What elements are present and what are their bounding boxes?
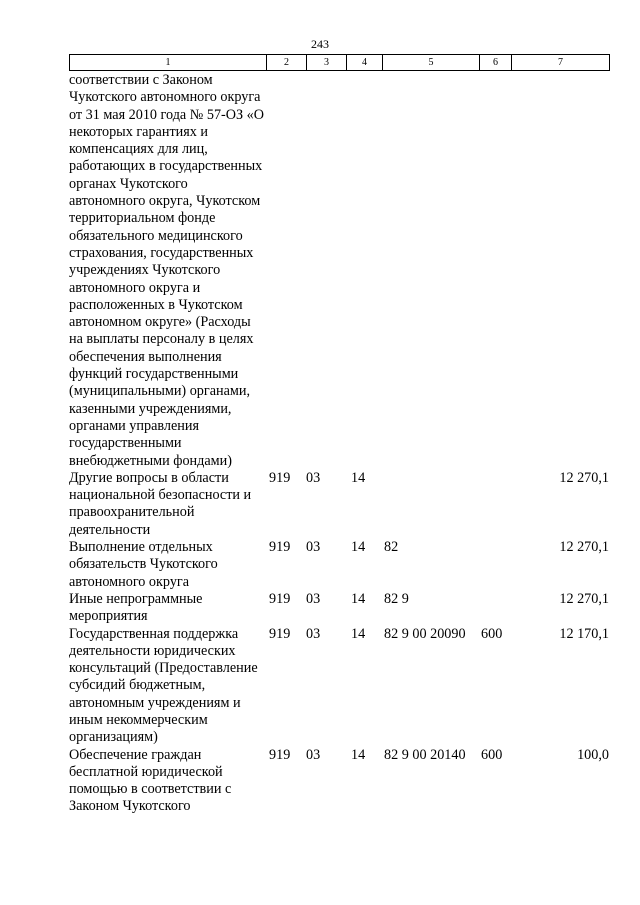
column-header-3: 3: [307, 55, 347, 71]
row-csr: 82 9 00 20090: [384, 625, 466, 642]
column-header-2: 2: [267, 55, 307, 71]
row-pr: 14: [351, 625, 366, 642]
row-rz: 03: [306, 469, 321, 486]
row-vr: 600: [481, 625, 503, 642]
row-pr: 14: [351, 539, 366, 556]
row-vr: [479, 72, 511, 470]
row-sum: 100,0: [577, 746, 609, 763]
column-header-5: 5: [383, 55, 480, 71]
row-grbs: 919: [269, 469, 291, 486]
row-csr: [382, 470, 479, 539]
row-sum: 12 270,1: [559, 469, 609, 486]
row-rz: [306, 72, 346, 470]
row-name: Другие вопросы в области национальной безопасности и правоохранительной деятельности: [69, 469, 252, 538]
row-sum: 12 270,1: [559, 590, 609, 607]
row-grbs: 919: [269, 746, 291, 763]
row-pr: 14: [351, 469, 366, 486]
budget-table: [69, 72, 609, 816]
row-grbs: 919: [269, 539, 291, 556]
row-rz: 03: [306, 746, 321, 763]
row-name: Иные непрограммные мероприятия: [69, 590, 203, 625]
column-header-4: 4: [347, 55, 383, 71]
row-rz: 03: [306, 625, 321, 642]
row-name: соответствии с Законом Чукотского автономного округа от 31 мая 2010 года № 57-ОЗ «О некоторых гарантиях и компенсациях для лиц, работающих в государственных органах Чукотского автономного округа, Чукотском территориальном фонде обязательного медицинского страхования, государственных учреждениях Чукотского автономного округа и расположенных в Чукотском автономном округе» (Расходы на выплаты персоналу в целях обеспечения выполнения функций государственными (муниципальными) органами, казенными учреждениями, органами управления государственными внебюджетными фондами): [69, 72, 265, 469]
column-header-7: 7: [512, 55, 610, 71]
row-csr: 82 9: [384, 590, 409, 607]
row-name: Государственная поддержка деятельности юридических консультаций (Предоставление субсидий бюджетным, автономным учреждениям и иным некоммерческим организациям): [69, 625, 258, 746]
table-row: [69, 626, 609, 747]
row-pr: [346, 72, 382, 470]
row-sum: 12 170,1: [559, 625, 609, 642]
row-grbs: [266, 72, 306, 470]
row-csr: [382, 72, 479, 470]
table-row: [69, 591, 609, 626]
row-name: Выполнение отдельных обязательств Чукотского автономного округа: [69, 539, 218, 590]
row-rz: 03: [306, 539, 321, 556]
row-grbs: 919: [269, 625, 291, 642]
column-header-6: 6: [480, 55, 512, 71]
row-csr: 82 9 00 20140: [384, 746, 466, 763]
row-rz: 03: [306, 590, 321, 607]
column-header-1: 1: [70, 55, 267, 71]
table-row: [69, 539, 609, 591]
row-vr: [479, 539, 511, 591]
row-vr: [479, 470, 511, 539]
row-vr: [479, 591, 511, 626]
page-number: 243: [311, 37, 329, 51]
row-pr: 14: [351, 746, 366, 763]
row-grbs: 919: [269, 590, 291, 607]
row-csr: 82: [384, 539, 399, 556]
column-header-row: [70, 55, 610, 71]
table-row: [69, 72, 609, 470]
row-sum: [511, 72, 609, 470]
table-row: [69, 747, 609, 816]
row-name: Обеспечение граждан бесплатной юридической помощью в соответствии с Законом Чукотского: [69, 746, 232, 815]
table-row: [69, 470, 609, 539]
row-vr: 600: [481, 746, 503, 763]
column-header-table: [69, 54, 610, 71]
row-pr: 14: [351, 590, 366, 607]
row-sum: 12 270,1: [559, 539, 609, 556]
